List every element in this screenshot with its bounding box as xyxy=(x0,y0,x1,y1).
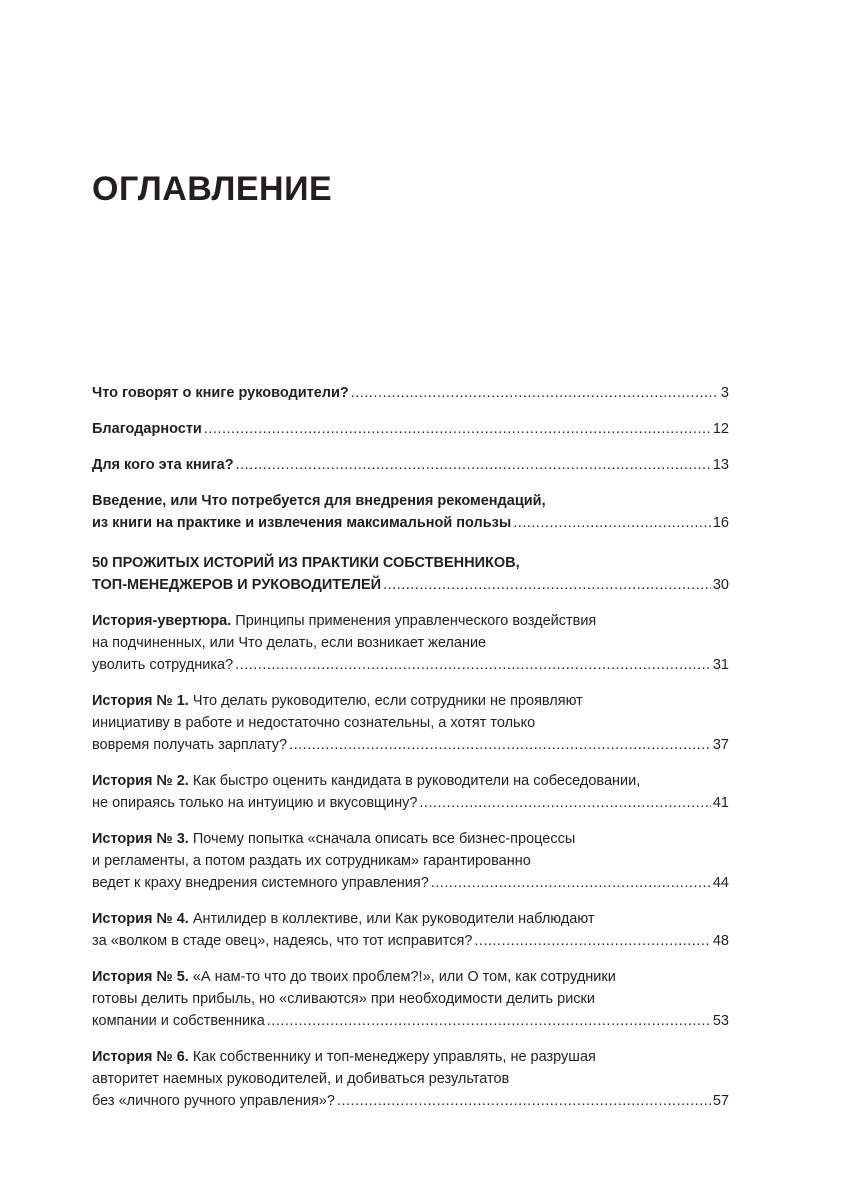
toc-entry-lead: История № 6. xyxy=(92,1049,189,1065)
toc-entry[interactable] xyxy=(92,552,729,596)
toc-entry-line xyxy=(92,988,729,1010)
toc-entry[interactable] xyxy=(92,770,729,814)
toc-page-number: 48 xyxy=(712,933,729,949)
dot-leader xyxy=(351,382,719,404)
toc-entry-text: за «волком в стаде овец», надеясь, что тот исправится? xyxy=(92,933,473,949)
toc-entry[interactable] xyxy=(92,418,729,440)
toc-entry[interactable] xyxy=(92,454,729,476)
toc-entry-line xyxy=(92,770,729,792)
toc-entry-line xyxy=(92,734,729,756)
toc-entry-line xyxy=(92,654,729,676)
toc-entry-line xyxy=(92,454,729,476)
toc-entry[interactable] xyxy=(92,690,729,756)
toc-entry[interactable] xyxy=(92,490,729,534)
toc-entry-line xyxy=(92,690,729,712)
toc-entry-lead: История № 5. xyxy=(92,969,189,985)
toc-entry-text: Почему попытка «сначала описать все бизнес-процессы xyxy=(188,831,576,847)
page-title: ОГЛАВЛЕНИЕ xyxy=(92,170,333,208)
toc-page-number: 12 xyxy=(712,421,729,437)
toc-entry-line xyxy=(92,382,729,404)
toc-entry-text: уволить сотрудника? xyxy=(92,657,234,673)
toc-entry-lead: История № 4. xyxy=(92,911,189,927)
toc-entry[interactable] xyxy=(92,966,729,1032)
dot-leader xyxy=(431,872,711,894)
toc-entry-text: вовремя получать зарплату? xyxy=(92,737,288,753)
toc-entry-text: ведет к краху внедрения системного управления? xyxy=(92,875,429,891)
toc-page-number: 13 xyxy=(712,457,729,473)
toc-entry-lead: История № 2. xyxy=(92,773,189,789)
dot-leader xyxy=(419,792,710,814)
dot-leader xyxy=(383,574,711,596)
toc-entry[interactable] xyxy=(92,610,729,676)
toc-entry-text: из книги на практике и извлечения максимальной пользы xyxy=(92,515,512,531)
toc-entry-line xyxy=(92,828,729,850)
toc-entry-text: Введение, или Что потребуется для внедрения рекомендаций, xyxy=(92,493,546,509)
toc-entry-line xyxy=(92,966,729,988)
toc-entry-line xyxy=(92,1010,729,1032)
toc-entry-text: инициативу в работе и недостаточно сознательны, а хотят только xyxy=(92,715,536,731)
toc-page-number: 3 xyxy=(720,385,729,401)
toc-entry-line xyxy=(92,792,729,814)
toc-entry-text: ТОП-МЕНЕДЖЕРОВ И РУКОВОДИТЕЛЕЙ xyxy=(92,577,382,593)
toc-page-number: 41 xyxy=(712,795,729,811)
toc-entry[interactable] xyxy=(92,382,729,404)
dot-leader xyxy=(236,454,711,476)
toc-entry-text: «А нам-то что до твоих проблем?!», или О том, как сотрудники xyxy=(188,969,616,985)
toc-entry-text: Как собственнику и топ-менеджеру управлять, не разрушая xyxy=(188,1049,596,1065)
toc-entry-text: готовы делить прибыль, но «сливаются» при необходимости делить риски xyxy=(92,991,595,1007)
dot-leader xyxy=(235,654,711,676)
toc-entry-text: Принципы применения управленческого воздействия xyxy=(231,613,597,629)
toc-page-number: 53 xyxy=(712,1013,729,1029)
toc-entry[interactable] xyxy=(92,828,729,894)
toc-entry-line xyxy=(92,1068,729,1090)
toc-entry-line xyxy=(92,1046,729,1068)
toc-entry-line xyxy=(92,908,729,930)
toc-entry-text: без «личного ручного управления»? xyxy=(92,1093,335,1109)
toc-page-number: 57 xyxy=(712,1093,729,1109)
toc-entry-line xyxy=(92,850,729,872)
toc-entry[interactable] xyxy=(92,1046,729,1112)
toc-entry-text: Что говорят о книге руководители? xyxy=(92,385,349,401)
toc-page-number: 37 xyxy=(712,737,729,753)
toc-entry-text: 50 ПРОЖИТЫХ ИСТОРИЙ ИЗ ПРАКТИКИ СОБСТВЕННИКОВ, xyxy=(92,555,520,571)
toc-entry-line xyxy=(92,930,729,952)
dot-leader xyxy=(267,1010,711,1032)
toc-entry[interactable] xyxy=(92,908,729,952)
toc-entry-lead: История № 3. xyxy=(92,831,189,847)
toc-entry-text: Благодарности xyxy=(92,421,202,437)
toc-entry-text: авторитет наемных руководителей, и добиваться результатов xyxy=(92,1071,510,1087)
table-of-contents xyxy=(92,382,729,1112)
toc-entry-text: Антилидер в коллективе, или Как руководители наблюдают xyxy=(188,911,595,927)
toc-entry-line xyxy=(92,418,729,440)
toc-entry-line xyxy=(92,1090,729,1112)
toc-entry-line xyxy=(92,632,729,654)
toc-entry-lead: История № 1. xyxy=(92,693,189,709)
toc-page-number: 16 xyxy=(712,515,729,531)
toc-page-number: 31 xyxy=(712,657,729,673)
toc-entry-line xyxy=(92,610,729,632)
toc-entry-line xyxy=(92,872,729,894)
toc-entry-text: компании и собственника xyxy=(92,1013,265,1029)
toc-entry-line xyxy=(92,512,729,534)
toc-entry-lead: История-увертюра. xyxy=(92,613,232,629)
dot-leader xyxy=(337,1090,711,1112)
toc-entry-text: не опираясь только на интуицию и вкусовщину? xyxy=(92,795,418,811)
toc-entry-text: на подчиненных, или Что делать, если возникает желание xyxy=(92,635,487,651)
dot-leader xyxy=(474,930,710,952)
toc-entry-text: Что делать руководителю, если сотрудники не проявляют xyxy=(188,693,583,709)
toc-page-number: 44 xyxy=(712,875,729,891)
dot-leader xyxy=(513,512,711,534)
toc-entry-line xyxy=(92,490,729,512)
toc-page-number: 30 xyxy=(712,577,729,593)
toc-entry-text: и регламенты, а потом раздать их сотрудникам» гарантированно xyxy=(92,853,531,869)
toc-entry-line xyxy=(92,712,729,734)
toc-entry-text: Как быстро оценить кандидата в руководители на собеседовании, xyxy=(188,773,641,789)
toc-entry-line xyxy=(92,552,729,574)
dot-leader xyxy=(289,734,711,756)
toc-entry-line xyxy=(92,574,729,596)
dot-leader xyxy=(204,418,711,440)
toc-entry-text: Для кого эта книга? xyxy=(92,457,234,473)
